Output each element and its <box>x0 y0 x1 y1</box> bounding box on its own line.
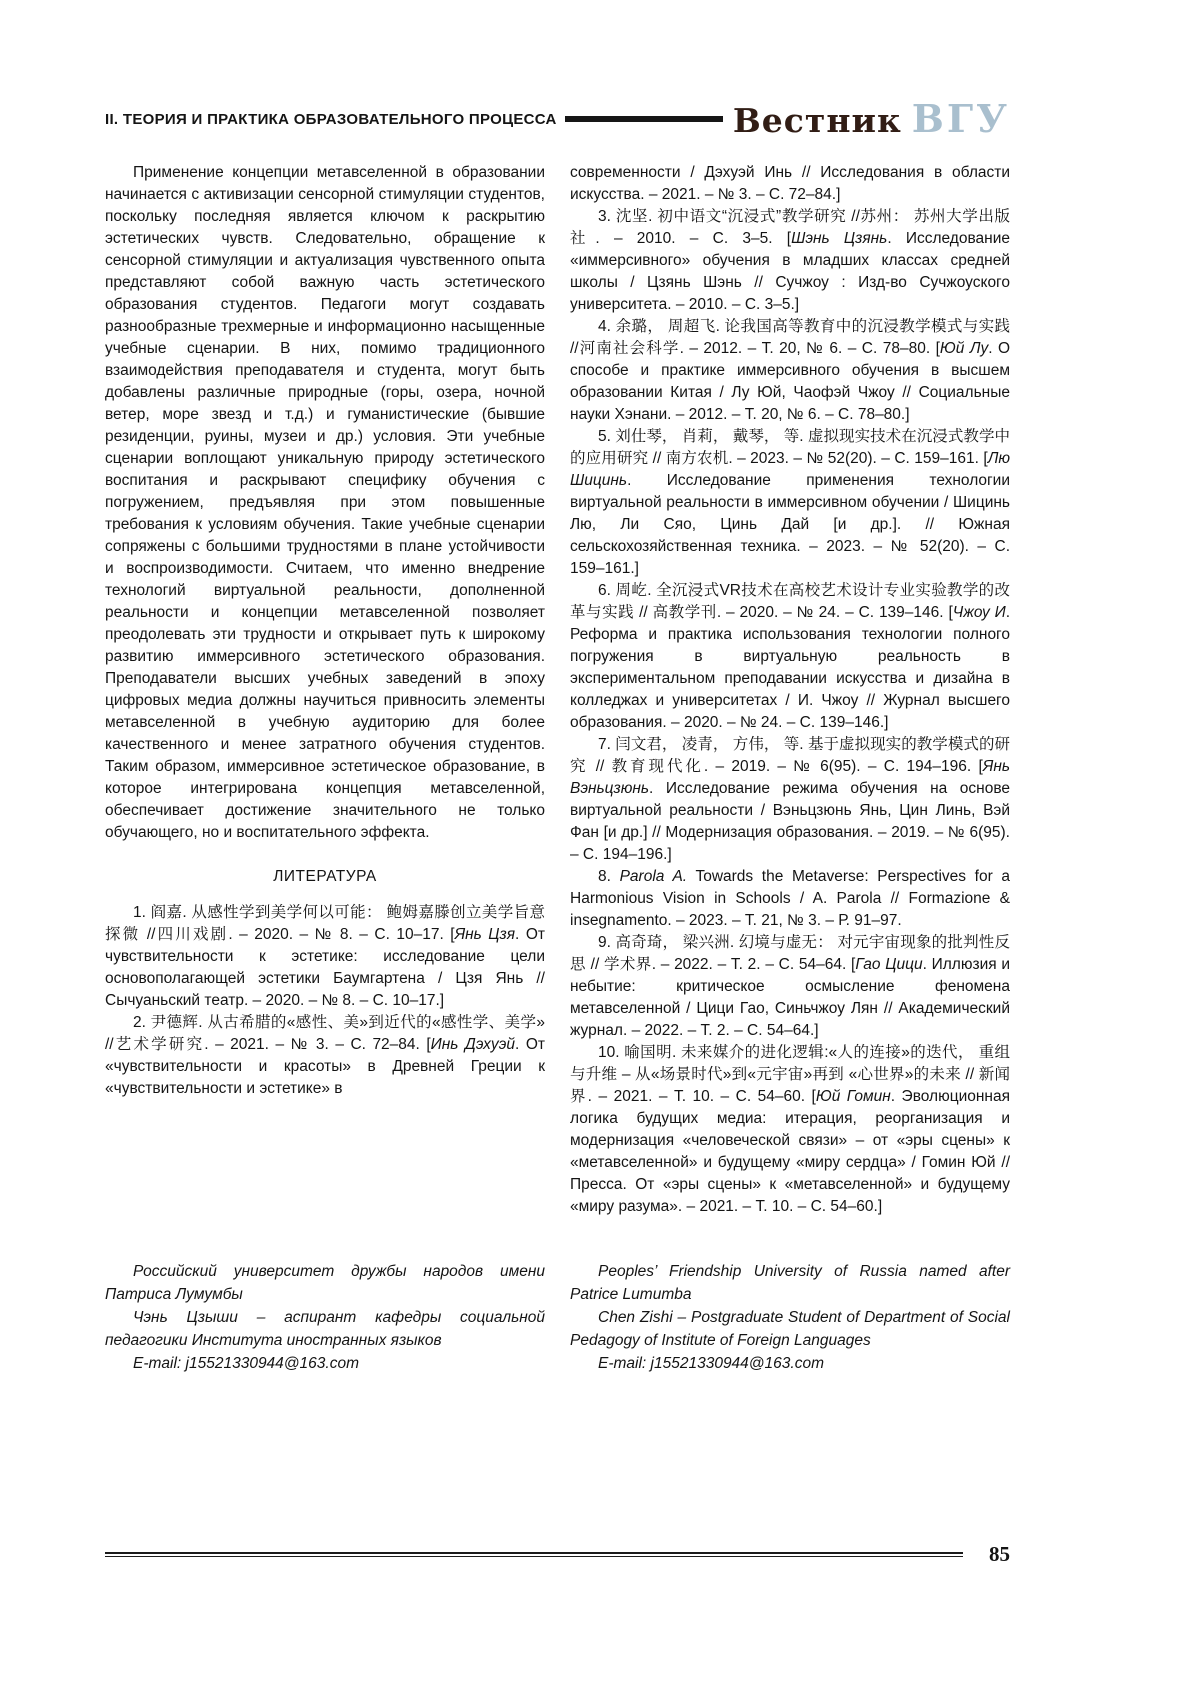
reference-author-translit: Юй Лу <box>939 340 989 357</box>
reference-text: 5. 刘仕琴， 肖莉， 戴琴， 等. 虚拟现实技术在沉浸式教学中的应用研究 // 南方农机. – 2023. – № 52(20). – С. 159–161. [ <box>570 428 1010 467</box>
reference-text: . Исследование режима обучения на основе виртуальной реальности / Вэньцзюнь Янь, Цин Линь, Вэй Фан [и др.] // Модернизация образования. – 2019. – № 6(95). – С. 194–196.] <box>570 780 1010 863</box>
reference-text: 9. 高奇琦， 梁兴洲. 幻境与虚无： 对元宇宙现象的批判性反思 // 学术界. – 2022. – Т. 2. – С. 54–64. [ <box>570 934 1010 973</box>
reference-text: . Иллюзия и небытие: критическое осмысление феномена метавселенной / Цици Гао, Синьчжоу Лян // Академический журнал. – 2022. – Т. 2. – С. 54–64.] <box>570 956 1010 1039</box>
reference-text: Towards the Metaverse: Perspectives for a Harmonious Vision in Schools / A. Parola // Formazione & insegnamento. – 2023. – Т. 21, № 3. – Р. 91–97. <box>570 868 1011 929</box>
journal-logo-vestnik: Вестник <box>732 101 902 140</box>
affiliation-line: Чэнь Цзыши – аспирант кафедры социальной педагогики Института иностранных языков <box>105 1309 545 1349</box>
reference-item <box>570 162 1010 206</box>
affiliation-line: Peoples’ Friendship University of Russia named after Patrice Lumumba <box>570 1263 1010 1303</box>
reference-author-translit: Янь Цзя <box>454 926 516 943</box>
page-number: 85 <box>989 1542 1010 1566</box>
reference-item <box>570 734 1010 866</box>
reference-text: 2. 尹德辉. 从古希腊的«感性、美»到近代的«感性学、美学» //艺术学研究. – 2021. – № 3. – С. 72–84. [ <box>105 1014 545 1053</box>
reference-author-translit: Лю Шицинь <box>570 450 1010 489</box>
references-list-right <box>570 162 1010 1218</box>
right-column <box>570 162 1010 1218</box>
left-column <box>105 162 545 1218</box>
reference-author-translit: Шэнь Цзянь <box>791 230 888 247</box>
reference-text: . От чувствительности к эстетике: исследование цели основополагающей эстетики Баумгартена / Цзя Янь // Сычуаньский театр. – 2020. – № 8. – С. 10–17.] <box>105 926 545 1009</box>
reference-text: современности / Дэхуэй Инь // Исследования в области искусства. – 2021. – № 3. – С. 72–84.] <box>570 164 1010 203</box>
references-heading: ЛИТЕРАТУРА <box>273 868 377 885</box>
footer-rule <box>105 1552 963 1557</box>
reference-item <box>570 316 1010 426</box>
page-header <box>105 96 1010 141</box>
references-list-left <box>105 902 545 1100</box>
reference-author-translit: Parola A. <box>619 868 688 885</box>
reference-item <box>570 1042 1010 1218</box>
affiliation-line: E-mail: j15521330944@163.com <box>133 1355 359 1372</box>
reference-item <box>570 866 1010 932</box>
affiliation-ru <box>105 1260 545 1375</box>
affiliation-line: E-mail: j15521330944@163.com <box>598 1355 824 1372</box>
reference-text: . Реформа и практика использования технологии полного погружения в виртуальную реальность в экспериментальном преподавании искусства и дизайна в колледжах и университетах / И. Чжоу // Журнал высшего образования. – 2020. – № 24. – С. 139–146.] <box>570 604 1010 731</box>
reference-text: . О способе и практике иммерсивного обучения в высшем образовании Китая / Лу Юй, Чаофэй Чжоу // Социальные науки Хэнани. – 2012. – Т. 20, № 6. – С. 78–80.] <box>570 340 1011 423</box>
reference-text: 3. 沈坚. 初中语文“沉浸式”教学研究 //苏州： 苏州大学出版社. – 2010. – С. 3–5. [ <box>570 208 1010 247</box>
reference-text: . Исследование «иммерсивного» обучения в младших классах средней школы / Цзянь Шэнь // Сучжоу : Изд-во Сучжоуского университета. – 2010. – С. 3–5.] <box>570 230 1010 313</box>
reference-item <box>570 426 1010 580</box>
reference-author-translit: Чжоу И <box>952 604 1006 621</box>
intro-paragraph: Применение концепции метавселенной в образовании начинается с активизации сенсорной стимуляции студентов, поскольку последняя является ключом к раскрытию эстетических чувств. Следовательно, обращение к сенсорной стимуляции и актуализация чувственного опыта представляют собой важную часть эстетического образования студентов. Педагоги могут создавать разнообразные трехмерные и информационно насыщенные учебные сценарии. В них, помимо традиционного взаимодействия преподавателя и студента, могут быть добавлены различные природные (горы, озера, ночной ветер, море звезд и т.д.) и гуманистические (бывшие резиденции, руины, музеи и др.) условия. Эти учебные сценарии воплощают уникальную природу эстетического воспитания и раскрывают специфику обучения с погружением, предъявляя при этом повышенные требования к условиям обучения. Такие учебные сценарии сопряжены с большими трудностями в плане устойчивости и воспроизводимости. Считаем, что именно внедрение технологий виртуальной реальности, дополненной реальности и концепции метавселенной позволяет преодолевать эти трудности и открывает путь к широкому развитию иммерсивного эстетического образования. Преподаватели высших учебных заведений в эпоху цифровых медиа должны научиться привносить элементы метавселенной в учебную аудиторию для более качественного и менее затратного обучения студентов. Таким образом, иммерсивное эстетическое образование, в которое интегрирована концепция метавселенной, обеспечивает достижение значительного не только обучающего, но и воспитательного эффекта. <box>105 164 545 841</box>
affiliations-block <box>105 1260 1010 1375</box>
reference-text: . От «чувствительности и красоты» в Древней Греции к «чувствительности и эстетике» в <box>105 1036 545 1097</box>
reference-item <box>570 580 1010 734</box>
reference-item <box>105 902 545 1012</box>
reference-item <box>105 1012 545 1100</box>
affiliation-line: Российский университет дружбы народов имени Патриса Лумумбы <box>105 1263 545 1303</box>
reference-text: . Эволюционная логика будущих медиа: итерация, реорганизация и модернизация «человеческой связи» – от «эры сцены» к «метавселенной» и будущему «миру сердца» / Гомин Юй // Пресса. От «эры сцены» к «метавселенной» и будущему «миру разума». – 2021. – Т. 10. – С. 54–60.] <box>570 1088 1010 1215</box>
reference-text: 10. 喻国明. 未来媒介的进化逻辑:«人的连接»的迭代， 重组与升维 – 从«场景时代»到«元宇宙»再到 «心世界»的未来 // 新闻界. – 2021. – Т. 10. – С. 54–60. [ <box>570 1044 1010 1105</box>
reference-author-translit: Янь Вэньцзюнь <box>570 758 1010 797</box>
reference-text: 4. 余璐， 周超飞. 论我国高等教育中的沉浸教学模式与实践 //河南社会科学. – 2012. – Т. 20, № 6. – С. 78–80. [ <box>570 318 1010 357</box>
reference-text: 7. 闫文君， 凌青， 方伟， 等. 基于虚拟现实的教学模式的研究 // 教育现代化. – 2019. – № 6(95). – С. 194–196. [ <box>570 736 1010 775</box>
reference-item <box>570 932 1010 1042</box>
journal-logo-vgu: ВГУ <box>911 96 1010 141</box>
affiliation-line: Chen Zishi – Postgraduate Student of Department of Social Pedagogy of Institute of Foreign Languages <box>570 1309 1010 1349</box>
reference-item <box>570 206 1010 316</box>
reference-author-translit: Гао Цици <box>855 956 923 973</box>
reference-text: . Исследование применения технологии виртуальной реальности в иммерсивном обучении / Шицинь Лю, Ли Сяо, Цинь Дай [и др.]. // Южная сельскохозяйственная техника. – 2023. – № 52(20). – С. 159–161.] <box>570 472 1010 577</box>
reference-text: 6. 周屹. 全沉浸式VR技术在高校艺术设计专业实验教学的改革与实践 // 高教学刊. – 2020. – № 24. – С. 139–146. [ <box>570 582 1010 621</box>
affiliation-en <box>570 1260 1010 1375</box>
reference-text: 8. <box>598 868 620 885</box>
running-head: II. ТЕОРИЯ И ПРАКТИКА ОБРАЗОВАТЕЛЬНОГО ПРОЦЕССА <box>105 110 557 128</box>
journal-logo <box>732 96 1010 141</box>
reference-author-translit: Инь Дэхуэй <box>430 1036 516 1053</box>
page-footer <box>105 1542 1010 1567</box>
header-rule <box>565 116 723 122</box>
reference-author-translit: Юй Гомин <box>815 1088 891 1105</box>
two-column-body <box>105 162 1010 1218</box>
reference-text: 1. 阎嘉. 从感性学到美学何以可能： 鲍姆嘉滕创立美学旨意探微 //四川戏剧. – 2020. – № 8. – С. 10–17. [ <box>105 904 545 943</box>
